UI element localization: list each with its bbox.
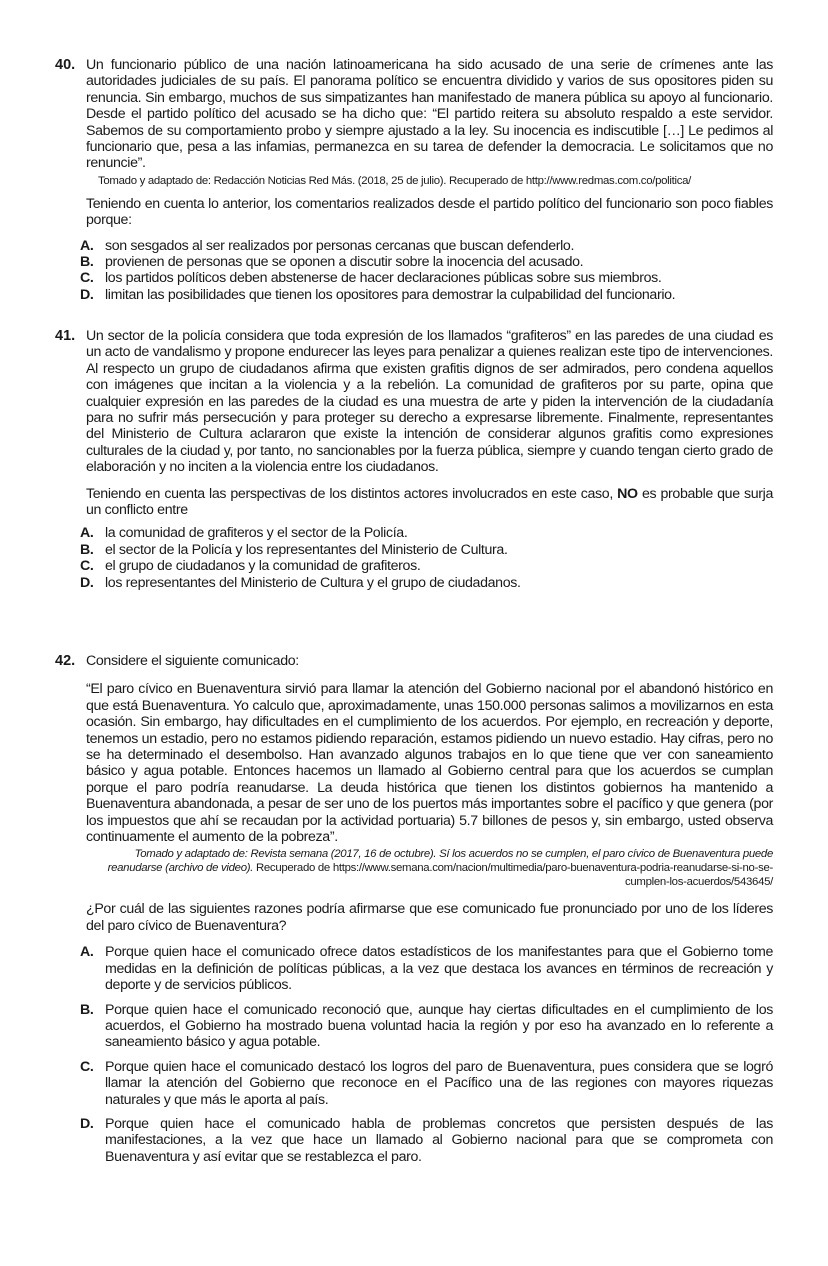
question-context: “El paro cívico en Buenaventura sirvió para llamar la atención del Gobierno nacional por el abandonó histórico en que está Buenaventura. Yo calculo que, aproximadamente, unas 150.000 personas salimos a movilizarnos en esta ocasión. Sin embargo, hay dificultades en el cumplimiento de los acuerdos. Por ejemplo, en recreación y deporte, tenemos un estadio, pero no estamos pidiendo reparación, estamos pidiendo un nuevo estadio. Hay cifras, pero no se ha determinado el desembolso. Han avanzado algunos trabajos en lo que tiene que ver con saneamiento básico y agua potable. Entonces hacemos un llamado al Gobierno central para que los acuerdos se cumplan porque el paro podría reanudarse. La deuda histórica que tienen los distintos gobiernos ha mantenido a Buenaventura abandonada, a pesar de ser uno de los puertos más importantes sobre el pacífico y que genera (por los impuestos que ahí se recaudan por la actividad portuaria) 5.7 billones de pesos y, sin embargo, usted observa continuamente el aumento de la pobreza”.: [86, 681, 773, 846]
option-b[interactable]: [80, 254, 773, 270]
option-letter: A.: [80, 237, 94, 254]
options-list: [80, 944, 773, 1165]
option-text: los representantes del Ministerio de Cultura y el grupo de ciudadanos.: [105, 574, 521, 591]
question-number: 40.: [55, 57, 76, 73]
question-stem: [86, 486, 773, 519]
option-c[interactable]: [80, 1059, 773, 1108]
option-text: provienen de personas que se oponen a discutir sobre la inocencia del acusado.: [105, 254, 584, 271]
option-c[interactable]: [80, 270, 773, 286]
option-b[interactable]: [80, 542, 773, 558]
option-letter: D.: [80, 1115, 94, 1132]
question-stem: ¿Por cuál de las siguientes razones podría afirmarse que ese comunicado fue pronunciado por uno de los líderes del paro cívico de Buenaventura?: [86, 901, 773, 934]
option-d[interactable]: [80, 1116, 773, 1165]
option-text: el grupo de ciudadanos y la comunidad de grafiteros.: [105, 558, 421, 575]
stem-text: es probable que surja un conflicto entre: [86, 485, 773, 519]
question-40: [55, 57, 773, 303]
question-context: Un funcionario público de una nación latinoamericana ha sido acusado de una serie de crímenes ante las autoridades judiciales de su país. El panorama político se encuentra dividido y varios de sus opositores piden su renuncia. Sin embargo, muchos de sus simpatizantes han manifestado de manera pública su apoyo al funcionario. Desde el partido político del acusado se ha dicho que: “El partido reitera su absoluto respaldo a este servidor. Sabemos de su comportamiento probo y siempre ajustado a la ley. Su inocencia es indiscutible […] Le pedimos al funcionario que, pesa a las infamias, permanezca en su tarea de defender la democracia. Le solicitamos que no renuncie”.: [86, 57, 773, 172]
option-text: la comunidad de grafiteros y el sector de la Policía.: [105, 525, 408, 542]
option-a[interactable]: [80, 525, 773, 541]
option-b[interactable]: [80, 1002, 773, 1051]
option-letter: B.: [80, 1001, 94, 1018]
source-citation: [89, 847, 773, 889]
options-list: [80, 238, 773, 304]
question-42: [55, 653, 773, 1165]
option-d[interactable]: [80, 287, 773, 303]
stem-text: Teniendo en cuenta las perspectivas de los distintos actores involucrados en este caso,: [86, 485, 618, 502]
option-text: Porque quien hace el comunicado destacó los logros del paro de Buenaventura, pues considera que se logró llamar la atención del Gobierno que reconoce en el Pacífico una de las regiones con mayores riquezas naturales y que más le aporta al país.: [105, 1058, 773, 1108]
question-number: 42.: [55, 653, 76, 669]
option-text: son sesgados al ser realizados por personas cercanas que buscan defenderlo.: [105, 237, 575, 254]
option-letter: C.: [80, 558, 94, 575]
option-a[interactable]: [80, 944, 773, 993]
option-letter: A.: [80, 944, 94, 961]
option-letter: C.: [80, 270, 94, 287]
option-text: Porque quien hace el comunicado reconoció que, aunque hay ciertas dificultades en el cumplimiento de los acuerdos, el Gobierno ha mostrado buena voluntad hacia la región y por eso ha avanzado en lo referente a saneamiento básico y agua potable.: [105, 1001, 773, 1051]
option-letter: D.: [80, 574, 94, 591]
option-a[interactable]: [80, 238, 773, 254]
question-number: 41.: [55, 328, 76, 344]
option-d[interactable]: [80, 575, 773, 591]
option-letter: B.: [80, 254, 94, 271]
source-citation: Tomado y adaptado de: Redacción Noticias Red Más. (2018, 25 de julio). Recuperado de http://www.redmas.com.co/politica/: [98, 174, 692, 187]
option-text: Porque quien hace el comunicado ofrece datos estadísticos de los manifestantes para que el Gobierno tome medidas en la definición de políticas públicas, a la vez que destaca los avances en términos de recreación y deporte y de servicios públicos.: [105, 944, 773, 994]
options-list: [80, 525, 773, 591]
option-text: limitan las posibilidades que tienen los opositores para demostrar la culpabilidad del funcionario.: [105, 286, 676, 303]
option-letter: D.: [80, 286, 94, 303]
stem-emphasis: NO: [617, 485, 638, 502]
option-text: Porque quien hace el comunicado habla de problemas concretos que persisten después de las manifestaciones, a la vez que hace un llamado al Gobierno nacional para que se comprometa con Buenaventura y así evitar que se restablezca el paro.: [105, 1115, 773, 1165]
option-letter: B.: [80, 541, 94, 558]
option-text: los partidos políticos deben abstenerse de hacer declaraciones públicas sobre sus miembros.: [105, 270, 662, 287]
question-stem: Teniendo en cuenta lo anterior, los comentarios realizados desde el partido político del funcionario son poco fiables porque:: [86, 195, 773, 229]
option-letter: A.: [80, 525, 94, 542]
question-intro: Considere el siguiente comunicado:: [86, 653, 299, 669]
source-title: Tomado y adaptado de: Revista semana (2017, 16 de octubre). Sí los acuerdos no se cumplen, el paro cívico de Buenaventura puede reanudarse (archivo de video).: [107, 848, 773, 875]
question-context: Un sector de la policía considera que toda expresión de los llamados “grafiteros” en las paredes de una ciudad es un acto de vandalismo y propone endurecer las leyes para penalizar a quienes realizan este tipo de intervenciones. Al respecto un grupo de ciudadanos afirma que existen grafitis dignos de ser admirados, pero condena aquellos con imágenes que incitan a la violencia y a la rebelión. La comunidad de grafiteros por su parte, opina que cualquier expresión en las paredes de la ciudad es una muestra de arte y piden la intervención de la ciudadanía para no sufrir más persecución y para proteger su derecho a expresarse libremente. Finalmente, representantes del Ministerio de Cultura aclararon que existe la intención de considerar algunos grafitis como expresiones culturales de la ciudad y, por tanto, no sancionables por la fuerza pública, siempre y cuando tengan cierto grado de elaboración y no inciten a la violencia entre los ciudadanos.: [86, 328, 773, 476]
option-text: el sector de la Policía y los representantes del Ministerio de Cultura.: [105, 541, 508, 558]
source-url: Recuperado de https://www.semana.com/nacion/multimedia/paro-buenaventura-podria-reanudarse-si-no-se-cumplen-los-acuerdos/543645/: [253, 862, 773, 889]
question-41: [55, 328, 773, 591]
option-c[interactable]: [80, 558, 773, 574]
option-letter: C.: [80, 1058, 94, 1075]
